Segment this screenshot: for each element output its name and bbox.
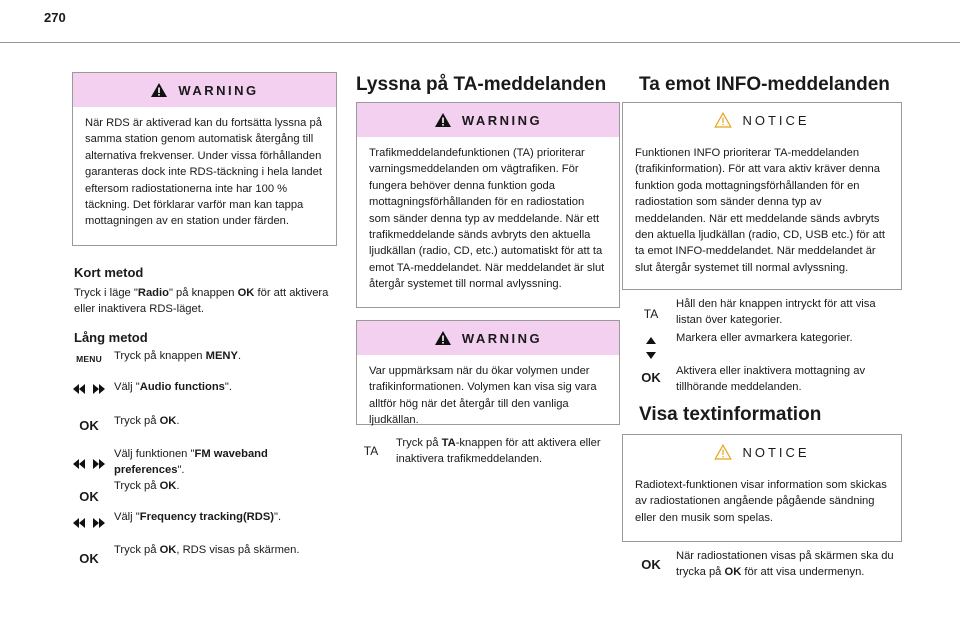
warning-title: WARNING xyxy=(461,112,543,128)
notice-box-info xyxy=(622,102,902,290)
info-section-title: Ta emot INFO-meddelanden xyxy=(639,74,890,95)
warning-box-ta xyxy=(356,102,620,308)
step-ta-hold: TA Håll den här knappen intryckt för att visa listan över kategorier. xyxy=(626,297,902,328)
step-ta-button: TA Tryck på TA-knappen för att aktivera eller inaktivera trafikmeddelanden. xyxy=(346,436,624,467)
ta-section-title: Lyssna på TA-meddelanden xyxy=(356,74,607,95)
step-up-down: Markera eller avmarkera kategorier. xyxy=(626,331,902,359)
warning-header xyxy=(357,103,619,137)
long-method-heading: Lång metod xyxy=(74,330,148,345)
step-ok-2: OK Tryck på OK. xyxy=(64,479,344,504)
ta-button-icon: TA xyxy=(363,444,379,458)
step-fm-waveband: Välj funktionen "FM waveband preferences". xyxy=(64,447,324,478)
warning-text: Var uppmärksam när du ökar volymen under trafikinformationen. Volymen kan visa sig vara alltför hög när det återgår till den vanliga ljudkällan. xyxy=(369,365,597,427)
notice-text: Radiotext-funktionen visar information som skickas av radiostationen angående pågående sändning eller den musik som spelas. xyxy=(635,479,887,524)
notice-title: NOTICE xyxy=(742,112,810,128)
top-rule xyxy=(0,42,960,43)
warning-header xyxy=(73,73,336,107)
arrows-up-down-icon xyxy=(626,331,676,359)
arrows-left-right-icon xyxy=(64,447,114,469)
warning-icon xyxy=(434,112,452,128)
ok-button-icon: OK xyxy=(641,370,661,385)
ok-button-icon: OK xyxy=(79,489,99,504)
ta-button-icon: TA xyxy=(643,307,659,321)
warning-title: WARNING xyxy=(178,82,259,98)
ok-button-icon: OK xyxy=(79,551,99,566)
step-ok-submenu: OK När radiostationen visas på skärmen ska du trycka på OK för att visa undermenyn. xyxy=(626,549,902,580)
step-ok-info: OK Aktivera eller inaktivera mottagning av tillhörande meddelanden. xyxy=(626,364,902,395)
ok-button-icon: OK xyxy=(641,557,661,572)
step-menu: MENU Tryck på knappen MENY. xyxy=(64,349,344,365)
notice-box-radiotext xyxy=(622,434,902,542)
notice-text: Funktionen INFO prioriterar TA-meddelanden (trafikinformation). För att vara aktiv kräver denna funktion goda mottagningsförhållanden för en radiostation som sänder denna typ av meddelanden. När ett meddelande sänds avbryts den aktuella ljudkällan (radio, CD, USB etc.) för att ta emot INFO-meddelandet. När meddelandet är slut återgår systemet till normal avlyssning. xyxy=(635,147,885,274)
step-audio-functions: Välj "Audio functions". xyxy=(64,380,344,396)
menu-button-icon: MENU xyxy=(76,354,102,364)
notice-icon xyxy=(714,444,732,460)
arrows-left-right-icon xyxy=(64,510,114,528)
text-info-section-title: Visa textinformation xyxy=(639,404,822,425)
step-frequency-tracking: Välj "Frequency tracking(RDS)". xyxy=(64,510,344,528)
notice-title: NOTICE xyxy=(742,444,810,460)
arrows-left-right-icon xyxy=(64,380,114,394)
step-ok-1: OK Tryck på OK. xyxy=(64,414,344,433)
short-method-heading: Kort metod xyxy=(74,265,144,280)
warning-icon xyxy=(150,82,168,98)
notice-header xyxy=(623,435,901,469)
warning-title: WARNING xyxy=(461,330,543,346)
page-number: 270 xyxy=(44,10,66,25)
warning-box-volume xyxy=(356,320,620,425)
warning-header xyxy=(357,321,619,355)
warning-text: Trafikmeddelandefunktionen (TA) prioriterar varningsmeddelanden om vägtrafiken. För fungera behöver denna funktion goda mottagningsförhållanden för en radiostation som sänder denna typ av meddelande. När ett trafikmeddelande sänds avbryts den aktuella ljudkällan (radio, CD, etc.) automatiskt för att ta emot TA-meddelandet. När meddelandet är slut återgår systemet till normal avlyssning. xyxy=(369,147,605,291)
warning-icon xyxy=(434,330,452,346)
notice-header xyxy=(623,103,901,137)
ok-button-icon: OK xyxy=(79,418,99,433)
warning-box-rds xyxy=(72,72,337,246)
warning-text: När RDS är aktiverad kan du fortsätta lyssna på samma station genom automatisk återgång till alternativa frekvenser. Under vissa förhållanden garanteras dock inte RDS-täckning i hela landet eftersom radiostationerna inte har 100 % täckning. Det förklarar varför man kan tappa mottagningen av en station under färden. xyxy=(85,117,322,228)
step-ok-3: OK Tryck på OK, RDS visas på skärmen. xyxy=(64,543,344,566)
notice-icon xyxy=(714,112,732,128)
short-method-text: Tryck i läge "Radio" på knappen OK för att aktivera eller inaktivera RDS-läget. xyxy=(74,287,329,315)
